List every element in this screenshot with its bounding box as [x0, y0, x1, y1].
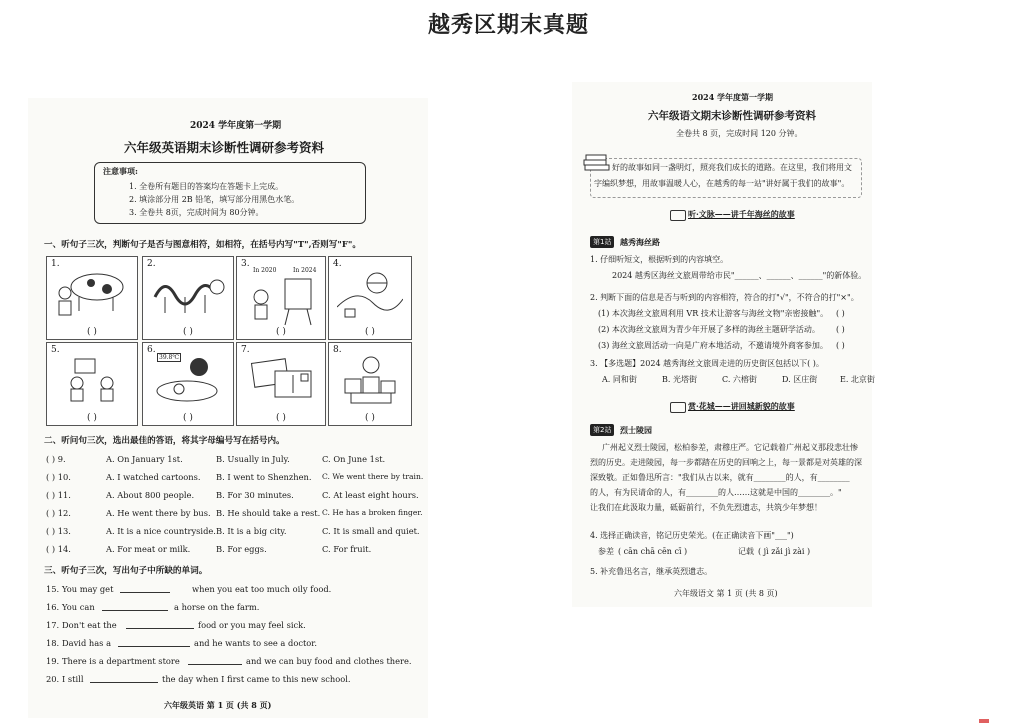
pinyin-options[interactable]: ( jì zǎi jì zài )	[758, 547, 811, 556]
answer-paren: ( )	[87, 413, 97, 423]
answer-blank[interactable]	[188, 656, 242, 665]
question-2: 2. 判断下面的信息是否与听到的内容相符，符合的打"√"，不符合的打"×"。	[590, 293, 859, 302]
option-a: A. It is a nice countryside.	[106, 526, 216, 536]
picture-8-gifts	[328, 342, 412, 426]
option-a: A. About 800 people.	[106, 490, 195, 500]
book-stack-icon	[582, 150, 612, 172]
notice-item: 3. 全卷共 8页，完成时间为 80分钟。	[129, 208, 264, 217]
option-a: A. I watched cartoons.	[106, 472, 201, 482]
picture-number: 3.	[241, 259, 250, 269]
station-badge: 第2站	[590, 424, 614, 436]
landscape-illustration	[337, 267, 403, 319]
picture-3-growth	[236, 256, 326, 340]
question-number: ( ) 11.	[46, 490, 71, 500]
caption: In 2024	[293, 267, 317, 274]
option-c: C. At least eight hours.	[322, 490, 419, 500]
pinyin-word: 参差	[598, 547, 614, 556]
question-3: 3. 【多选题】2024 越秀海丝文旅周走进的历史街区包括以下( )。	[590, 359, 824, 368]
pinyin-options[interactable]: ( cān chā cēn cī )	[618, 547, 688, 556]
station-name: 越秀海丝路	[620, 237, 660, 247]
picture-5-cooking	[46, 342, 138, 426]
dragon-illustration	[151, 267, 227, 319]
section2-title: 二、听问句三次，选出最佳的答语，将其字母编号写在括号内。	[44, 436, 285, 446]
option-c: C. It is small and quiet.	[322, 526, 420, 536]
postcard-illustration	[245, 353, 317, 405]
english-title: 六年级英语期末诊断性调研参考资料	[124, 140, 325, 155]
option: A. 同和街	[602, 375, 637, 384]
notice-heading: 注意事项:	[103, 166, 138, 176]
intro-line: 好的故事如同一盏明灯，照亮我们成长的道路。在这里，我们将用文	[612, 163, 852, 172]
section1-title: 一、听句子三次，判断句子是否与图意相符，如相符，在括号内写"T",否则写"F"。	[44, 240, 361, 250]
judge-paren: ( )	[836, 325, 845, 334]
chinese-year: 2024 学年度第一学期	[692, 92, 774, 102]
item-post: when you eat too much oily food.	[192, 584, 332, 594]
answer-paren: ( )	[87, 327, 97, 337]
item-pre: Don't eat the	[62, 620, 117, 630]
answer-paren: ( )	[365, 413, 375, 423]
option-c: C. He has a broken finger.	[322, 508, 423, 517]
part1-heading: 听·文脉——讲千年海丝的故事	[688, 209, 795, 219]
answer-paren: ( )	[183, 327, 193, 337]
book-icon	[670, 402, 686, 413]
sick-girl-illustration	[151, 353, 225, 405]
item-post: the day when I first came to this new school.	[162, 674, 351, 684]
option: B. 光塔街	[662, 375, 697, 384]
picture-1-cow-milking	[46, 256, 138, 340]
question-number: ( ) 10.	[46, 472, 71, 482]
judge-item: (2) 本次海丝文旅周为青少年开展了多样的海丝主题研学活动。	[598, 325, 820, 334]
option: E. 北京街	[840, 375, 875, 384]
option-b: B. For 30 minutes.	[216, 490, 294, 500]
answer-paren: ( )	[365, 327, 375, 337]
option: D. 区庄街	[782, 375, 818, 384]
question-1: 1. 仔细听短文，根据听到的内容填空。	[590, 255, 729, 264]
question-number: ( ) 14.	[46, 544, 71, 554]
picture-number: 5.	[51, 345, 60, 355]
item-post: food or you may feel sick.	[198, 620, 306, 630]
passage-line: 烈的历史。走进陵园，每一步都踏在历史的回响之上，每一景都是对英雄的深	[590, 458, 862, 467]
passage-line: 广州起义烈士陵园，松柏参差，肃穆庄严。它记载着广州起义那段悲壮惨	[602, 443, 858, 452]
english-footer: 六年级英语 第 1 页 (共 8 页)	[164, 700, 272, 710]
picture-7-postcards	[236, 342, 326, 426]
question-5: 5. 补充鲁迅名言，继承英烈遗志。	[590, 567, 713, 576]
option-b: B. I went to Shenzhen.	[216, 472, 312, 482]
item-pre: I still	[62, 674, 84, 684]
answer-paren: ( )	[276, 327, 286, 337]
option-b: B. Usually in July.	[216, 454, 290, 464]
picture-number: 6.	[147, 345, 156, 355]
item-number: 19.	[46, 656, 60, 666]
item-post: a horse on the farm.	[174, 602, 260, 612]
item-pre: You may get	[62, 584, 114, 594]
option-c: C. We went there by train.	[322, 472, 424, 481]
gifts-illustration	[337, 353, 403, 405]
option-c: C. For fruit.	[322, 544, 372, 554]
picture-number: 8.	[333, 345, 342, 355]
caption: In 2020	[253, 267, 277, 274]
picture-number: 1.	[51, 259, 60, 269]
notice-box	[94, 162, 366, 224]
item-post: and we can buy food and clothes there.	[246, 656, 412, 666]
book-icon	[670, 210, 686, 221]
passage-line: 深致敬。正如鲁迅所言："我们从古以来，就有________的人，有________	[590, 473, 850, 482]
item-number: 17.	[46, 620, 60, 630]
english-exam-page	[28, 98, 428, 718]
judge-paren: ( )	[836, 309, 845, 318]
item-pre: You can	[62, 602, 95, 612]
question-number: ( ) 9.	[46, 454, 66, 464]
picture-4-landscape	[328, 256, 412, 340]
answer-blank[interactable]	[90, 674, 158, 683]
option: C. 六榕街	[722, 375, 757, 384]
chinese-footer: 六年级语文 第 1 页 (共 8 页)	[674, 589, 778, 598]
intro-line: 字编织梦想，用故事温暖人心，在越秀的每一站"讲好属于我们的故事"。	[594, 179, 850, 188]
cooking-illustration	[55, 353, 129, 405]
chinese-exam-page	[572, 82, 875, 607]
part2-heading: 赏·花城——讲回城新貌的故事	[688, 401, 795, 411]
question-number: ( ) 12.	[46, 508, 71, 518]
page-title: 越秀区期末真题	[427, 13, 589, 38]
answer-paren: ( )	[276, 413, 286, 423]
station-badge: 第1站	[590, 236, 614, 248]
station-name: 烈士陵园	[620, 425, 652, 435]
english-year: 2024 学年度第一学期	[190, 121, 282, 131]
option-a: A. On January 1st.	[106, 454, 183, 464]
picture-number: 2.	[147, 259, 156, 269]
picture-number: 4.	[333, 259, 342, 269]
item-pre: David has a	[62, 638, 112, 648]
option-b: B. It is a big city.	[216, 526, 287, 536]
item-number: 20.	[46, 674, 60, 684]
item-number: 18.	[46, 638, 60, 648]
item-post: and he wants to see a doctor.	[194, 638, 317, 648]
section3-title: 三、听句子三次，写出句子中所缺的单词。	[44, 566, 208, 576]
picture-6-sick-girl	[142, 342, 234, 426]
judge-item: (1) 本次海丝文旅周利用 VR 技术让游客与海丝文物"亲密接触"。	[598, 309, 829, 318]
notice-item: 2. 填涂部分用 2B 铅笔，填写部分用黑色水笔。	[129, 195, 300, 204]
boy-painting-illustration	[245, 277, 317, 329]
judge-paren: ( )	[836, 341, 845, 350]
passage	[590, 440, 862, 515]
answer-blank[interactable]	[102, 602, 168, 611]
option-c: C. On June 1st.	[322, 454, 386, 464]
picture-number: 7.	[241, 345, 250, 355]
passage-line: 让我们在此汲取力量，砥砺前行，不负先烈遗志，共筑少年梦想！	[590, 503, 822, 512]
answer-blank[interactable]	[118, 638, 190, 647]
option-b: B. He should take a rest.	[216, 508, 321, 518]
option-b: B. For eggs.	[216, 544, 267, 554]
cow-illustration	[55, 267, 129, 319]
passage-line: 的人，有为民请命的人，有________的人……这就是中国的________。"	[590, 488, 842, 497]
answer-blank[interactable]	[126, 620, 194, 629]
item-number: 15.	[46, 584, 60, 594]
chinese-title: 六年级语文期末诊断性调研参考资料	[648, 110, 816, 122]
answer-paren: ( )	[183, 413, 193, 423]
picture-2-dragon-dance	[142, 256, 234, 340]
question-4: 4. 选择正确读音，铭记历史荣光。(在正确读音下画"___")	[590, 531, 794, 540]
answer-blank[interactable]	[120, 584, 170, 593]
thermometer-label: 39.8℃	[159, 354, 180, 361]
item-pre: There is a department store	[62, 656, 180, 666]
notice-item: 1. 全卷所有题目的答案均在答题卡上完成。	[129, 182, 284, 191]
corner-mark	[979, 719, 989, 723]
judge-item: (3) 海丝文旅周活动一向是广府本地活动，不邀请境外商客参加。	[598, 341, 828, 350]
option-a: A. For meat or milk.	[106, 544, 191, 554]
pinyin-word: 记载	[738, 547, 754, 556]
item-number: 16.	[46, 602, 60, 612]
option-a: A. He went there by bus.	[106, 508, 211, 518]
chinese-subtitle: 全卷共 8 页，完成时间 120 分钟。	[676, 129, 803, 138]
question-number: ( ) 13.	[46, 526, 71, 536]
question-1-text: 2024 越秀区海丝文旅周带给市民"______、______、______"的新体验。	[612, 271, 867, 280]
